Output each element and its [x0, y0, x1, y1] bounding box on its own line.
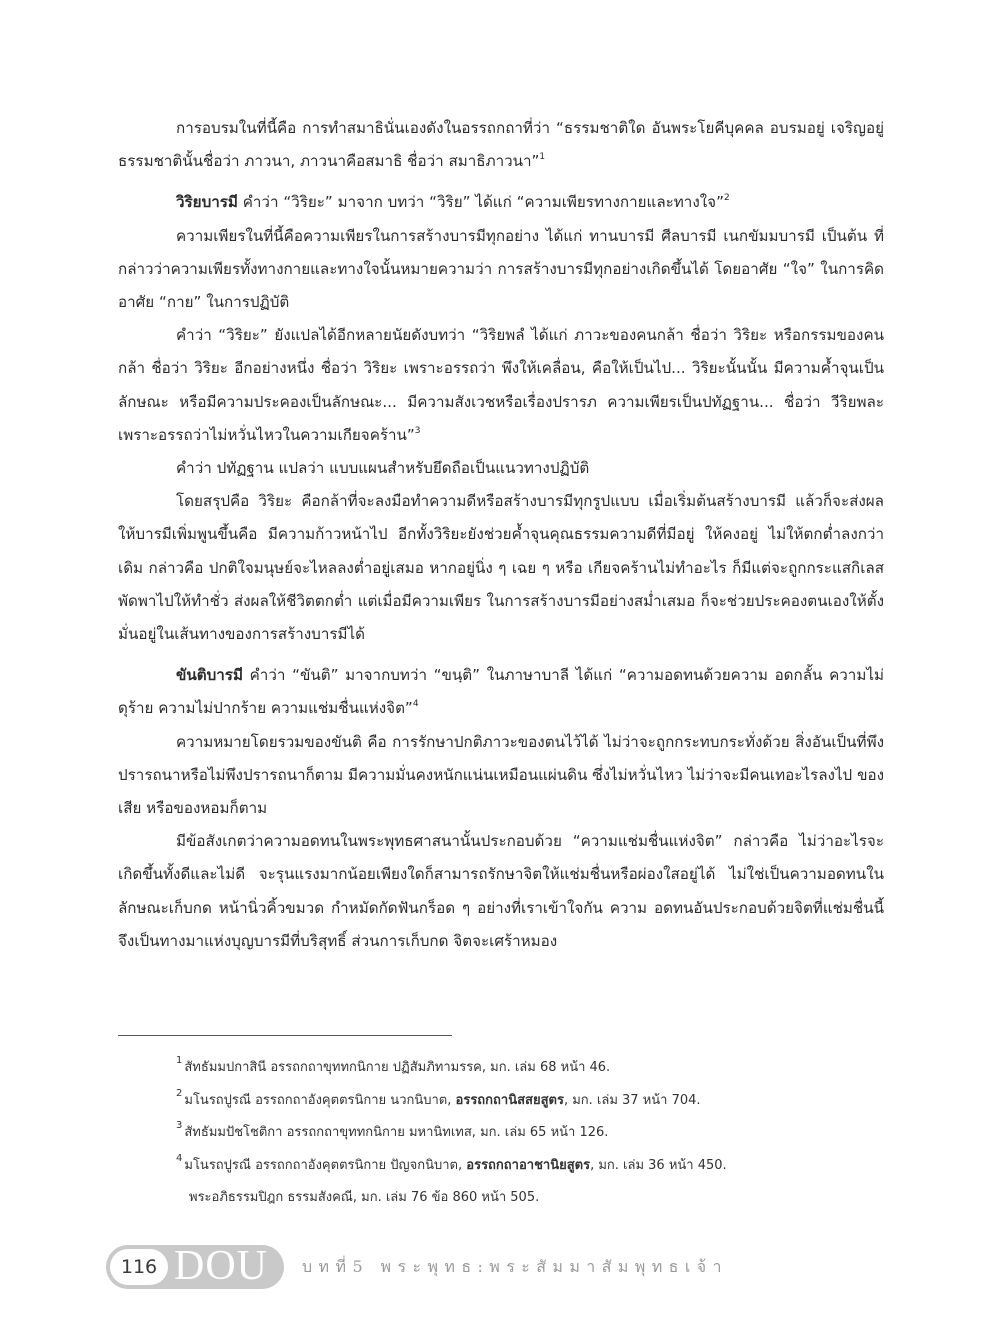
footnote: $^2$ มโนรถปูรณี อรรถกถาอังคุตตรนิกาย นวกนิบาต, อรรถกถานิสสยสูตร, มก. เล่ม 37 หน้า 704. [176, 1087, 701, 1108]
footnote: $^4$ มโนรถปูรณี อรรถกถาอังคุตตรนิกาย ปัญจกนิบาต, อรรถกถาอาชานิยสูตร, มก. เล่ม 36 หน้า 450. [176, 1152, 727, 1173]
term-heading: วิริยบารมี [176, 193, 238, 212]
paragraph: ความเพียรในที่นี้คือความเพียรในการสร้างบารมีทุกอย่าง ได้แก่ ทานบารมี ศีลบารมี เนกขัมมบารมี เป็นต้น ที่กล่าวว่าความเพียรทั้งทางกายและทางใจนั้นหมายความว่า การสร้างบารมีทุกอย่างเกิดขึ้นได้ โดยอาศัย “ใจ” ในการคิด อาศัย “กาย” ในการปฏิบัติ [118, 226, 884, 312]
term-heading: ขันติบารมี [176, 666, 243, 685]
paragraph: โดยสรุปคือ วิริยะ คือกล้าที่จะลงมือทำความดีหรือสร้างบารมีทุกรูปแบบ เมื่อเริ่มต้นสร้างบารมี แล้วก็จะส่งผลให้บารมีเพิ่มพูนขึ้นคือ มีความก้าวหน้าไป อีกทั้งวิริยะยังช่วยค้ำจุนคุณธรรมความดีที่มีอยู่ ให้คงอยู่ ไม่ให้ตกต่ำลงกว่าเดิม กล่าวคือ ปกติใจมนุษย์จะไหลลงต่ำอยู่เสมอ หากอยู่นิ่ง ๆ เฉย ๆ หรือ เกียจคร้านไม่ทำอะไร ก็มีแต่จะถูกกระแสกิเลสพัดพาไปให้ทำชั่ว ส่งผลให้ชีวิตตกต่ำ แต่เมื่อมีความเพียร ในการสร้างบารมีอย่างสม่ำเสมอ ก็จะช่วยประคองตนเองให้ตั้งมั่นอยู่ในเส้นทางของการสร้างบารมีได้ [118, 492, 884, 644]
page-number-badge [106, 1245, 284, 1289]
page-number: 116 [110, 1249, 168, 1285]
footnote-ref[interactable]: 3 [414, 425, 421, 436]
footnotes [176, 1052, 896, 1215]
footnote-ref[interactable]: 1 [539, 152, 546, 163]
dou-logo: DOU [174, 1243, 268, 1289]
paragraph: คำว่า “วิริยะ” ยังแปลได้อีกหลายนัยดังบทว่า “วิริยพลํ ได้แก่ ภาวะของคนกล้า ชื่อว่า วิริยะ หรือกรรมของคนกล้า ชื่อว่า วิริยะ อีกอย่างหนึ่ง ชื่อว่า วิริยะ เพราะอรรถว่า พึงให้เคลื่อน, คือให้เป็นไป... วิริยะนั้นนั้น มีความค้ำจุนเป็นลักษณะ หรือมีความประคองเป็นลักษณะ... มีความสังเวชหรือเรื่องปรารภ ความเพียรเป็นปทัฏฐาน... ชื่อว่า วีริยพละ เพราะอรรถว่าไม่หวั่นไหวในความเกียจคร้าน”$^3$ [118, 326, 884, 444]
page-footer [106, 1245, 906, 1289]
paragraph: มีข้อสังเกตว่าความอดทนในพระพุทธศาสนานั้นประกอบด้วย “ความแช่มชื่นแห่งจิต” กล่าวคือ ไม่ว่าอะไรจะเกิดขึ้นทั้งดีและไม่ดี จะรุนแรงมากน้อยเพียงใดก็สามารถรักษาจิตให้แช่มชื่นหรือผ่องใสอยู่ได้ ไม่ใช่เป็นความอดทนในลักษณะเก็บกด หน้านิ่วคิ้วขมวด กำหมัดกัดฟันกร็อด ๆ อย่างที่เราเข้าใจกัน ความ อดทนอันประกอบด้วยจิตที่แช่มชื่นนี้ จึงเป็นทางมาแห่งบุญบารมีที่บริสุทธิ์ ส่วนการเก็บกด จิตจะเศร้าหมอง [118, 832, 884, 950]
paragraph: ขันติบารมี คำว่า “ขันติ” มาจากบทว่า “ขนฺติ” ในภาษาบาลี ได้แก่ “ความอดทนด้วยความ อดกลั้น ความไม่ดุร้าย ความไม่ปากร้าย ความแช่มชื่นแห่งจิต”$^4$ [118, 666, 884, 718]
footnote: $^1$ สัทธัมมปกาสินี อรรถกถาขุททกนิกาย ปฏิสัมภิทามรรค, มก. เล่ม 68 หน้า 46. [176, 1055, 611, 1075]
footnote-ref[interactable]: 2 [723, 193, 730, 204]
footnote: $^3$ สัทธัมมปัชโชติกา อรรถกถาขุททกนิกาย มหานิทเทส, มก. เล่ม 65 หน้า 126. [176, 1120, 609, 1140]
paragraph: วิริยบารมี คำว่า “วิริยะ” มาจาก บทว่า “วิริย” ได้แก่ “ความเพียรทางกายและทางใจ”$^2$ [176, 193, 730, 212]
footnote-divider [118, 1035, 452, 1036]
paragraph: การอบรมในที่นี้คือ การทำสมาธินั่นเองดังในอรรถกถาที่ว่า “ธรรมชาติใด อันพระโยคีบุคคล อบรมอยู่ เจริญอยู่ ธรรมชาตินั้นชื่อว่า ภาวนา, ภาวนาคือสมาธิ ชื่อว่า สมาธิภาวนา”$^1$ [118, 119, 884, 171]
paragraph: ความหมายโดยรวมของขันติ คือ การรักษาปกติภาวะของตนไว้ได้ ไม่ว่าจะถูกกระทบกระทั่งด้วย สิ่งอันเป็นที่พึงปรารถนาหรือไม่พึงปรารถนาก็ตาม มีความมั่นคงหนักแน่นเหมือนแผ่นดิน ซึ่งไม่หวั่นไหว ไม่ว่าจะมีคนเทอะไรลงไป ของเสีย หรือของหอมก็ตาม [118, 732, 884, 818]
footnote-ref[interactable]: 4 [412, 699, 419, 710]
body-text [118, 112, 884, 958]
footnote-continuation: พระอภิธรรมปิฎก ธรรมสังคณี, มก. เล่ม 76 ข้อ 860 หน้า 505. [189, 1190, 540, 1205]
chapter-title: บทที่5 พระพุทธ:พระสัมมาสัมพุทธเจ้า [302, 1257, 728, 1276]
paragraph: คำว่า ปทัฏฐาน แปลว่า แบบแผนสำหรับยึดถือเป็นแนวทางปฏิบัติ [176, 459, 590, 478]
